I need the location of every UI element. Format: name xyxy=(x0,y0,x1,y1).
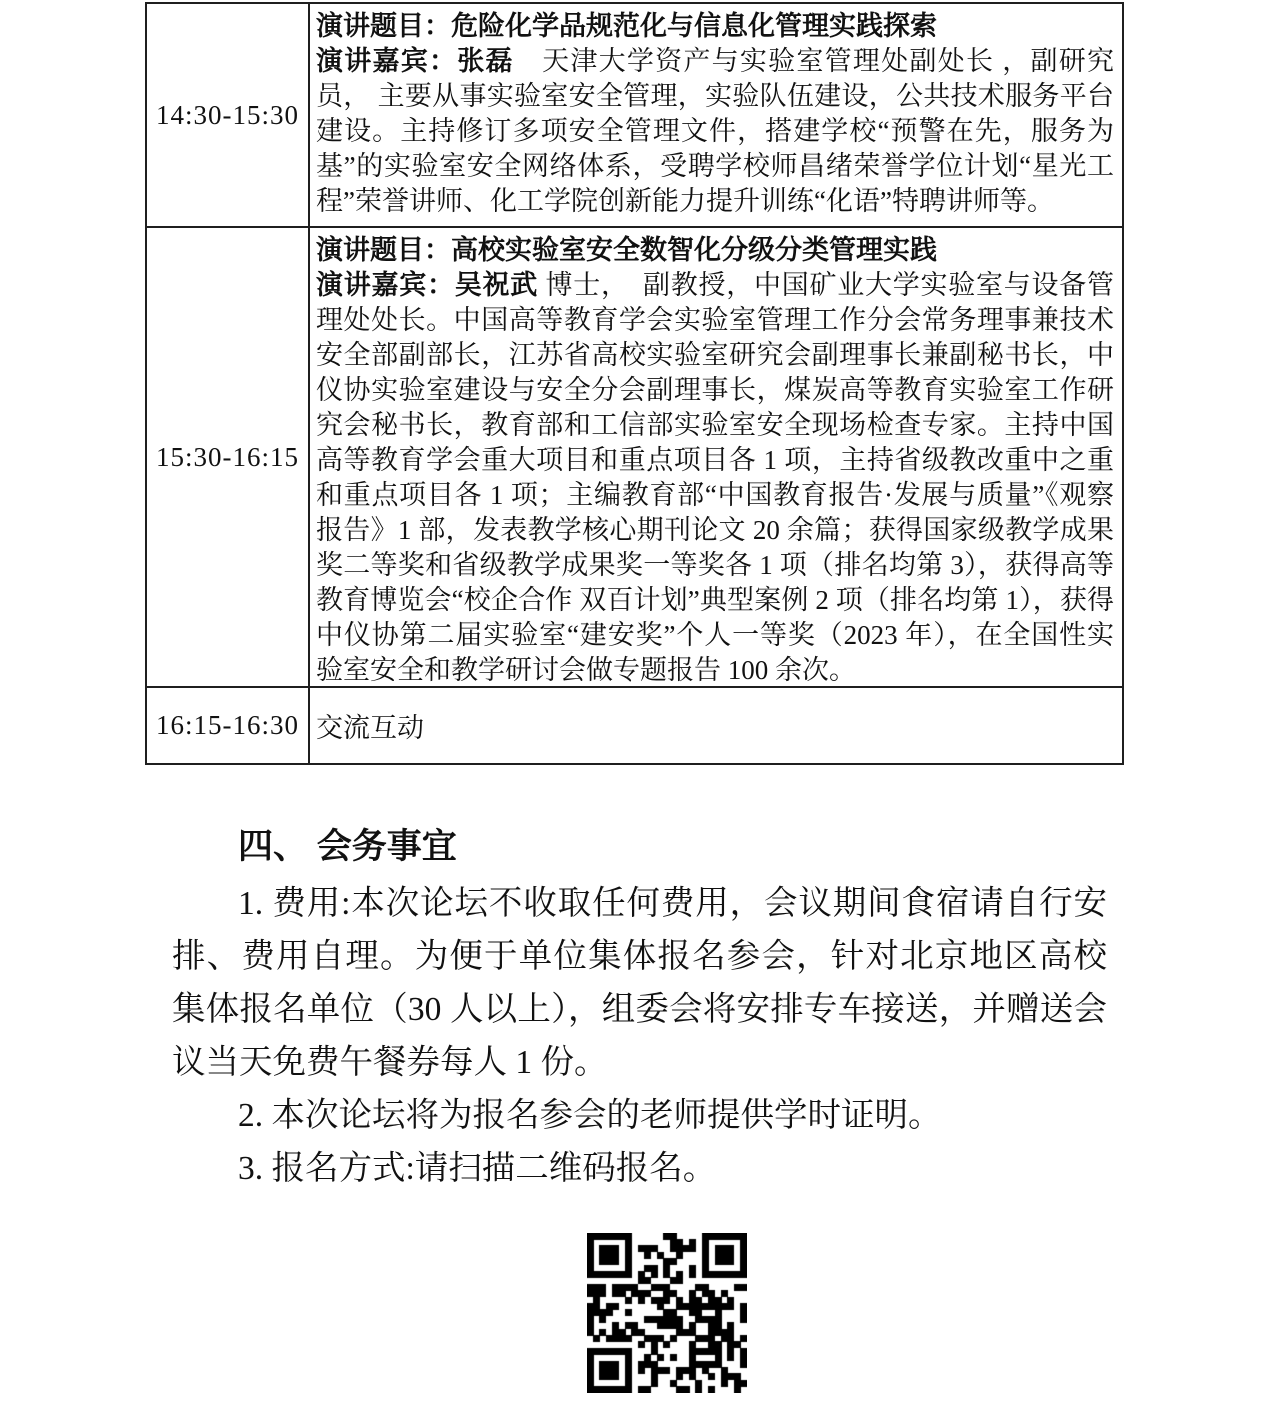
speaker-label: 演讲嘉宾： xyxy=(316,270,455,300)
session-cell-1 xyxy=(310,4,1124,228)
session-speaker xyxy=(316,44,1114,219)
speaker-bio: 博士， 副教授，中国矿业大学实验室与设备管理处处长。中国高等教育学会实验室管理工作分会常务理事兼技术安全部副部长，江苏省高校实验室研究会副理事长兼副秘书长，中仪协实验室建设与安全分会副理事长，煤炭高等教育实验室工作研究会秘书长，教育部和工信部实验室安全现场检查专家。主持中国高等教育学会重大项目和重点项目各 1 项，主持省级教改重中之重和重点项目各 1 项；主编教育部“中国教育报告·发展与质量”《观察报告》1 部，发表教学核心期刊论文 20 余篇；获得国家级教学成果奖二等奖和省级教学成果奖一等奖各 1 项（排名均第 3），获得高等教育博览会“校企合作 双百计划”典型案例 2 项（排名均第 1），获得中仪协第二届实验室“建安奖”个人一等奖（2023 年），在全国性实验室安全和教学研讨会做专题报告 100 余次。 xyxy=(316,270,1114,685)
section-heading: 四、 会务事宜 xyxy=(238,827,457,866)
note-item-fee: 1. 费用:本次论坛不收取任何费用，会议期间食宿请自行安排、费用自理。为便于单位集体报名参会，针对北京地区高校集体报名单位（30 人以上），组委会将安排专车接送，并赠送会议当天免费午餐券每人 1 份。 xyxy=(172,885,1107,1081)
speaker-bio: 天津大学资产与实验室管理处副处长 ，副研究员， 主要从事实验室安全管理，实验队伍建设，公共技术服务平台建设。主持修订多项安全管理文件，搭建学校“预警在先，服务为基”的实验室安全网络体系，受聘学校师昌绪荣誉学位计划“星光工程”荣誉讲师、化工学院创新能力提升训练“化语”特聘讲师等。 xyxy=(316,46,1115,216)
time-cell-1: 14:30-15:30 xyxy=(147,4,310,228)
speaker-label: 演讲嘉宾： xyxy=(316,46,458,76)
time-cell-3: 16:15-16:30 xyxy=(147,688,310,765)
note-item-certificate: 2. 本次论坛将为报名参会的老师提供学时证明。 xyxy=(238,1097,942,1134)
note-item-registration: 3. 报名方式:请扫描二维码报名。 xyxy=(238,1150,717,1187)
schedule-table xyxy=(145,2,1124,765)
session-speaker xyxy=(316,268,1114,688)
session-title-text: 危险化学品规范化与信息化管理实践探索 xyxy=(451,11,937,41)
session-title-label: 演讲题目： xyxy=(316,235,451,265)
session-title xyxy=(316,9,1114,44)
activity-cell: 交流互动 xyxy=(310,688,1124,765)
registration-qr-code xyxy=(587,1233,747,1393)
session-title-text: 高校实验室安全数智化分级分类管理实践 xyxy=(451,235,937,265)
session-title-label: 演讲题目： xyxy=(316,11,451,41)
session-title xyxy=(316,233,1114,268)
conference-notes xyxy=(172,877,1107,1195)
time-cell-2: 15:30-16:15 xyxy=(147,228,310,688)
speaker-name: 吴祝武 xyxy=(454,270,538,300)
session-cell-2 xyxy=(310,228,1124,688)
speaker-name: 张磊 xyxy=(457,46,514,76)
